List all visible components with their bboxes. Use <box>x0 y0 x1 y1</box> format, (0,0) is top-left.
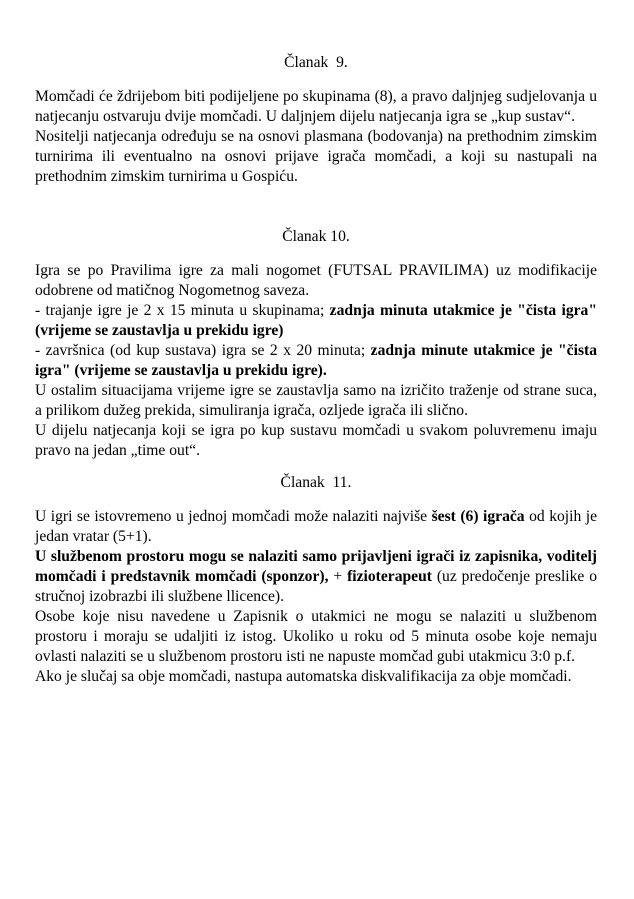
article-9-heading: Članak 9. <box>284 54 348 71</box>
paragraph: - završnica (od kup sustava) igra se 2 x 20 minuta; zadnja minute utakmice je "čista igra" (vrijeme se zaustavlja u prekidu igre). <box>35 342 597 379</box>
article-11-heading: Članak 11. <box>280 474 352 491</box>
paragraph: U dijelu natjecanja koji se igra po kup sustavu momčadi u svakom poluvremenu imaju pravo na jedan „time out“. <box>35 422 597 459</box>
paragraph: Nositelji natjecanja određuju se na osnovi plasmana (bodovanja) na prethodnim zimskim turnirima ili eventualno na osnovi prijave igrača momčadi, a koji su nastupali na prethodnim zimskim turnirima u Gospiću. <box>35 128 597 185</box>
paragraph: Igra se po Pravilima igre za mali nogomet (FUTSAL PRAVILIMA) uz modifikacije odobrene od matičnog Nogometnog saveza. <box>35 262 597 299</box>
article-10-heading: Članak 10. <box>282 228 350 245</box>
article-10-section <box>35 227 597 461</box>
paragraph: U službenom prostoru mogu se nalaziti samo prijavljeni igrači iz zapisnika, voditelj momčadi i predstavnik momčadi (sponzor), + fizioterapeut (uz predočenje preslike o stručnoj izobrazbi ili službene llicence). <box>35 548 598 605</box>
paragraph: Osobe koje nisu navedene u Zapisnik o utakmici ne mogu se nalaziti u službenom prostoru i moraju se udaljiti iz istog. Ukoliko u roku od 5 minuta osobe koje nemaju ovlasti nalaziti se u službenom prostoru isti ne napuste momčad gubi utakmicu 3:0 p.f. <box>35 608 597 665</box>
article-11-section <box>35 473 597 687</box>
paragraph: Ako je slučaj sa obje momčadi, nastupa automatska diskvalifikacija za obje momčadi. <box>35 668 572 685</box>
paragraph: U igri se istovremeno u jednoj momčadi može nalaziti najviše šest (6) igrača od kojih je jedan vratar (5+1). <box>35 508 598 545</box>
article-9-section <box>35 53 597 187</box>
paragraph: Momčadi će ždrijebom biti podijeljene po skupinama (8), a pravo daljnjeg sudjelovanja u natjecanju ostvaruju dvije momčadi. U daljnjem dijelu natjecanja igra se „kup sustav“. <box>35 88 597 125</box>
paragraph: U ostalim situacijama vrijeme igre se zaustavlja samo na izričito traženje od strane suca, a prilikom dužeg prekida, simuliranja igrača, ozljede igrača ili slično. <box>35 382 597 419</box>
paragraph: - trajanje igre je 2 x 15 minuta u skupinama; zadnja minuta utakmice je "čista igra" (vrijeme se zaustavlja u prekidu igre) <box>35 302 597 339</box>
